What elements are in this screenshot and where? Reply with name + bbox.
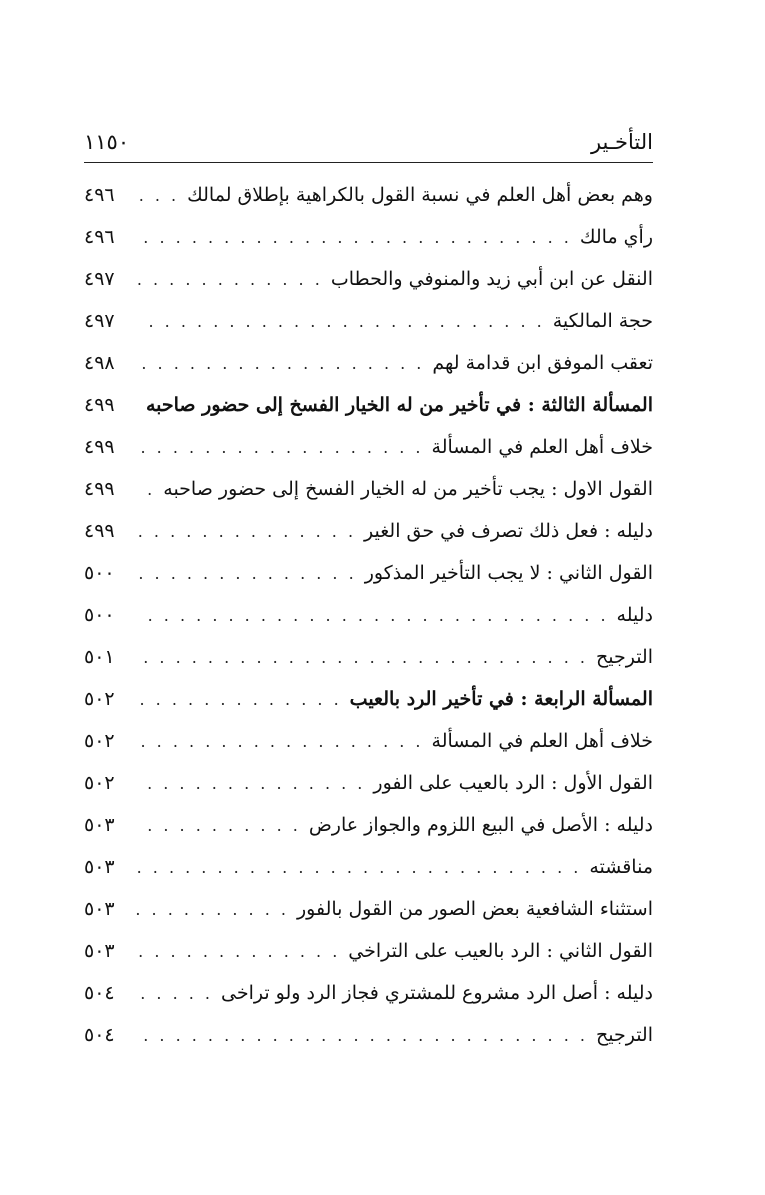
dot-leader [136, 816, 301, 835]
toc-entry [84, 636, 653, 678]
dot-leader [136, 312, 545, 331]
toc-entry [84, 300, 653, 342]
toc-entry-page: ٤٩٧ [84, 310, 115, 332]
toc-entry-title: دليله : الأصل في البيع اللزوم والجواز عارض [308, 814, 653, 836]
toc-entry [84, 888, 653, 930]
toc-entry [84, 678, 653, 720]
toc-entry [84, 804, 653, 846]
toc-entry [84, 174, 653, 216]
toc-entry [84, 762, 653, 804]
toc-entry [84, 972, 653, 1014]
dot-leader [136, 732, 424, 751]
toc-entry-page: ٤٩٨ [84, 352, 115, 374]
dot-leader [136, 270, 323, 289]
dot-leader [136, 522, 356, 541]
dot-leader [136, 228, 572, 247]
dot-leader [136, 480, 155, 499]
toc-entry-page: ٥٠٢ [84, 688, 115, 710]
toc-entry-title: القول الثاني : لا يجب التأخير المذكور [364, 562, 653, 584]
toc-entry [84, 468, 653, 510]
dot-leader [136, 186, 179, 205]
toc-entry-title: الترجيح [595, 1024, 653, 1046]
dot-leader [136, 942, 340, 961]
toc-entry [84, 258, 653, 300]
dot-leader [136, 774, 365, 793]
toc-entry-title: دليله [616, 604, 653, 626]
toc-entry-page: ٤٩٦ [84, 226, 115, 248]
toc-entry-page: ٥٠٣ [84, 814, 115, 836]
dot-leader [136, 858, 581, 877]
toc-entry-page: ٥٠٢ [84, 730, 115, 752]
toc-entry-page: ٥٠١ [84, 646, 115, 668]
toc-entry [84, 426, 653, 468]
dot-leader [136, 564, 357, 583]
dot-leader [136, 1026, 588, 1045]
toc-entry [84, 594, 653, 636]
dot-leader [136, 984, 213, 1003]
toc-entry [84, 846, 653, 888]
toc-entry [84, 384, 653, 426]
toc-entry [84, 930, 653, 972]
toc-entry-title: المسألة الثالثة : في تأخير من له الخيار الفسخ إلى حضور صاحبه [145, 394, 653, 416]
running-header [84, 126, 653, 158]
toc-entry-title: المسألة الرابعة : في تأخير الرد بالعيب [349, 688, 653, 710]
header-divider [84, 162, 653, 163]
toc-entry [84, 342, 653, 384]
dot-leader [136, 354, 424, 373]
toc-entry-page: ٤٩٧ [84, 268, 115, 290]
toc-entry-title: حجة المالكية [552, 310, 653, 332]
toc-entry-title: دليله : فعل ذلك تصرف في حق الغير [364, 520, 653, 542]
dot-leader [136, 690, 342, 709]
table-of-contents [84, 174, 653, 1056]
toc-entry-page: ٥٠٣ [84, 940, 115, 962]
toc-entry [84, 1014, 653, 1056]
dot-leader [136, 648, 588, 667]
toc-entry [84, 216, 653, 258]
toc-entry-title: الترجيح [595, 646, 653, 668]
header-section-title: التأخـير [590, 130, 653, 154]
toc-entry-page: ٤٩٩ [84, 478, 115, 500]
toc-entry-page: ٥٠٠ [84, 562, 115, 584]
toc-entry-title: استثناء الشافعية بعض الصور من القول بالفور [296, 898, 653, 920]
toc-entry [84, 510, 653, 552]
toc-entry-page: ٥٠٣ [84, 898, 115, 920]
dot-leader [136, 438, 424, 457]
toc-entry-page: ٥٠٣ [84, 856, 115, 878]
toc-entry-page: ٤٩٩ [84, 394, 115, 416]
toc-entry-title: تعقب الموفق ابن قدامة لهم [432, 352, 653, 374]
toc-entry-page: ٥٠٤ [84, 982, 115, 1004]
header-page-number: ١١٥٠ [84, 130, 130, 154]
toc-entry-title: دليله : أصل الرد مشروع للمشتري فجاز الرد ولو تراخى [221, 982, 653, 1004]
toc-entry-title: خلاف أهل العلم في المسألة [431, 730, 653, 752]
toc-entry-page: ٥٠٤ [84, 1024, 115, 1046]
toc-entry-page: ٤٩٩ [84, 520, 115, 542]
toc-entry-title: وهم بعض أهل العلم في نسبة القول بالكراهية بإطلاق لمالك [187, 184, 653, 206]
toc-entry-page: ٤٩٩ [84, 436, 115, 458]
toc-entry-title: رأي مالك [579, 226, 653, 248]
dot-leader [136, 606, 609, 625]
toc-entry [84, 552, 653, 594]
toc-entry-title: القول الاول : يجب تأخير من له الخيار الفسخ إلى حضور صاحبه [163, 478, 653, 500]
toc-entry-title: القول الأول : الرد بالعيب على الفور [373, 772, 653, 794]
toc-entry-page: ٥٠٢ [84, 772, 115, 794]
toc-entry-title: النقل عن ابن أبي زيد والمنوفي والحطاب [330, 268, 653, 290]
dot-leader [136, 396, 138, 415]
dot-leader [136, 900, 289, 919]
toc-entry-page: ٥٠٠ [84, 604, 115, 626]
toc-entry-title: خلاف أهل العلم في المسألة [431, 436, 653, 458]
toc-entry-title: مناقشته [589, 856, 653, 878]
toc-entry [84, 720, 653, 762]
toc-entry-page: ٤٩٦ [84, 184, 115, 206]
toc-entry-title: القول الثاني : الرد بالعيب على التراخي [348, 940, 653, 962]
